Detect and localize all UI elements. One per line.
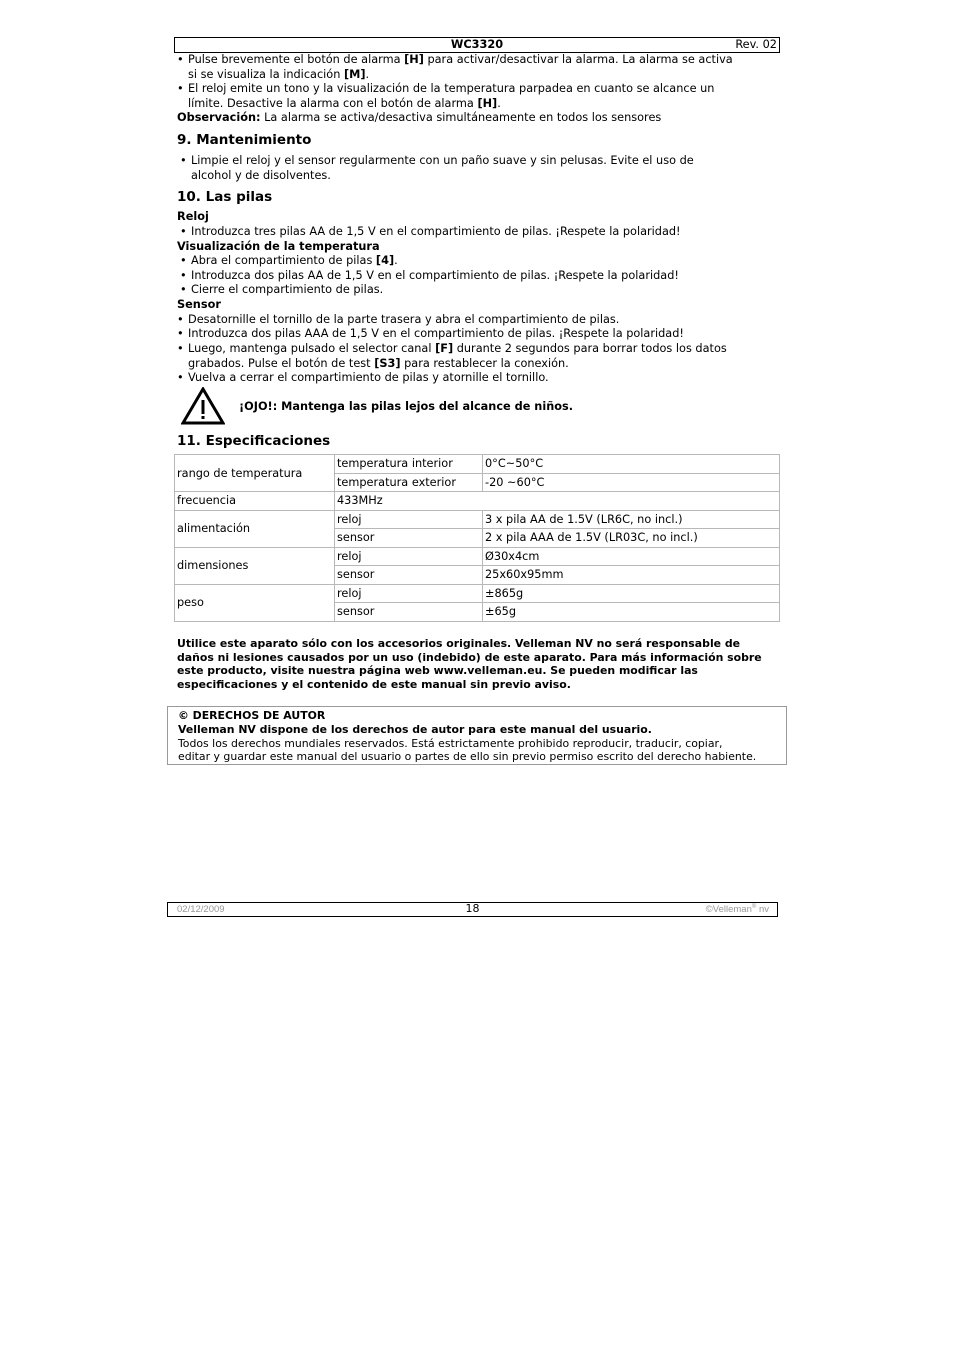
footer-brand: ©Velleman® nv xyxy=(705,904,769,916)
intro-bullet-1-line2: si se visualiza la indicación [M]. xyxy=(188,67,370,81)
reloj-item: • Introduzca tres pilas AA de 1,5 V en el compartimiento de pilas. ¡Respete la polaridad! xyxy=(191,225,681,240)
disclaimer-line2: daños ni lesiones causados por un uso (indebido) de este aparato. Para más información sobre xyxy=(177,650,762,664)
section-10-title: 10. Las pilas xyxy=(177,189,273,205)
spec-value: 3 x pila AA de 1.5V (LR6C, no incl.) xyxy=(483,510,780,529)
table-row xyxy=(175,584,780,603)
section-9-body xyxy=(191,154,791,183)
spec-value: 0°C~50°C xyxy=(483,455,780,474)
copyright-line2: editar y guardar este manual del usuario o partes de ello sin previo permiso escrito del derecho habiente. xyxy=(178,750,757,764)
intro-bullet-1-line1: • Pulse brevemente el botón de alarma [H] para activar/desactivar la alarma. La alarma se activa xyxy=(188,53,788,68)
visualizacion-item-2: • Introduzca dos pilas AA de 1,5 V en el compartimiento de pilas. ¡Respete la polaridad! xyxy=(191,269,679,284)
footer-date: 02/12/2009 xyxy=(177,904,225,915)
visualizacion-label: Visualización de la temperatura xyxy=(177,240,380,253)
copyright-bold-line: Velleman NV dispone de los derechos de autor para este manual del usuario. xyxy=(178,722,652,736)
disclaimer-line3: este producto, visite nuestra página web www.velleman.eu. Se pueden modificar las xyxy=(177,664,698,678)
revision: Rev. 02 xyxy=(735,38,777,51)
visualizacion-item-3: • Cierre el compartimiento de pilas. xyxy=(191,283,383,298)
disclaimer-line1: Utilice este aparato sólo con los accesorios originales. Velleman NV no será responsable de xyxy=(177,637,741,650)
copyright-title: © DERECHOS DE AUTOR xyxy=(178,709,326,722)
section-9-line1: • Limpie el reloj y el sensor regularmente con un paño suave y sin pelusas. Evite el uso de xyxy=(191,154,791,169)
spec-value: ±65g xyxy=(483,603,780,622)
visualizacion-item-1: • Abra el compartimiento de pilas [4]. xyxy=(191,254,398,269)
spec-label: dimensiones xyxy=(175,547,335,584)
intro-note xyxy=(177,111,661,126)
model-number: WC3320 xyxy=(450,38,504,51)
warning-text: ¡OJO!: Mantenga las pilas lejos del alcance de niños. xyxy=(239,400,574,413)
spec-label: alimentación xyxy=(175,510,335,547)
footer-bar xyxy=(167,902,778,917)
reloj-label: Reloj xyxy=(177,210,209,223)
intro-bullet-2-line2: límite. Desactive la alarma con el botón de alarma [H]. xyxy=(188,96,501,110)
intro-bullet-2-line1: • El reloj emite un tono y la visualización de la temperatura parpadea en cuanto se alcance un xyxy=(188,82,788,97)
spec-value: -20 ~60°C xyxy=(483,473,780,492)
spec-sublabel: sensor xyxy=(335,529,483,548)
copyright-box xyxy=(167,706,787,765)
spec-sublabel: reloj xyxy=(335,547,483,566)
note-text: La alarma se activa/desactiva simultáneamente en todos los sensores xyxy=(260,111,662,124)
disclaimer xyxy=(177,637,787,691)
copyright-line1: Todos los derechos mundiales reservados. Está estrictamente prohibido reproducir, traducir, copiar, xyxy=(178,736,723,750)
spec-value: ±865g xyxy=(483,584,780,603)
spec-label: frecuencia xyxy=(175,492,335,511)
sensor-item-3: • Luego, mantenga pulsado el selector canal [F] durante 2 segundos para borrar todos los datos grabados. Pulse el botón de test [S3] para restablecer la conexión. xyxy=(188,342,788,371)
section-11-title: 11. Especificaciones xyxy=(177,433,331,449)
sensor-item-2: • Introduzca dos pilas AAA de 1,5 V en el compartimiento de pilas. ¡Respete la polaridad! xyxy=(188,327,684,342)
intro-bullet-1 xyxy=(188,53,788,82)
specifications-table xyxy=(174,454,780,622)
sensor-item-4: • Vuelva a cerrar el compartimiento de pilas y atornille el tornillo. xyxy=(188,371,549,386)
spec-value: 2 x pila AAA de 1.5V (LR03C, no incl.) xyxy=(483,529,780,548)
section-9-title: 9. Mantenimiento xyxy=(177,132,312,148)
table-row xyxy=(175,492,780,511)
spec-value: Ø30x4cm xyxy=(483,547,780,566)
table-row xyxy=(175,510,780,529)
spec-sublabel: reloj xyxy=(335,510,483,529)
section-9-line2: alcohol y de disolventes. xyxy=(191,168,331,182)
spec-sublabel: reloj xyxy=(335,584,483,603)
spec-value: 25x60x95mm xyxy=(483,566,780,585)
spec-value: 433MHz xyxy=(335,492,780,511)
spec-sublabel: temperatura interior xyxy=(335,455,483,474)
spec-sublabel: temperatura exterior xyxy=(335,473,483,492)
page-number: 18 xyxy=(465,902,480,915)
table-row xyxy=(175,455,780,474)
spec-label: peso xyxy=(175,584,335,621)
header-bar xyxy=(174,37,780,53)
table-row xyxy=(175,547,780,566)
intro-bullet-2 xyxy=(188,82,788,111)
disclaimer-line4: especificaciones y el contenido de este manual sin previo aviso. xyxy=(177,677,571,691)
sensor-item-1: • Desatornille el tornillo de la parte trasera y abra el compartimiento de pilas. xyxy=(188,313,619,328)
spec-sublabel: sensor xyxy=(335,603,483,622)
sensor-label: Sensor xyxy=(177,298,221,311)
warning-triangle-icon xyxy=(181,387,225,425)
spec-label: rango de temperatura xyxy=(175,455,335,492)
note-label: Observación: xyxy=(177,111,261,124)
spec-sublabel: sensor xyxy=(335,566,483,585)
